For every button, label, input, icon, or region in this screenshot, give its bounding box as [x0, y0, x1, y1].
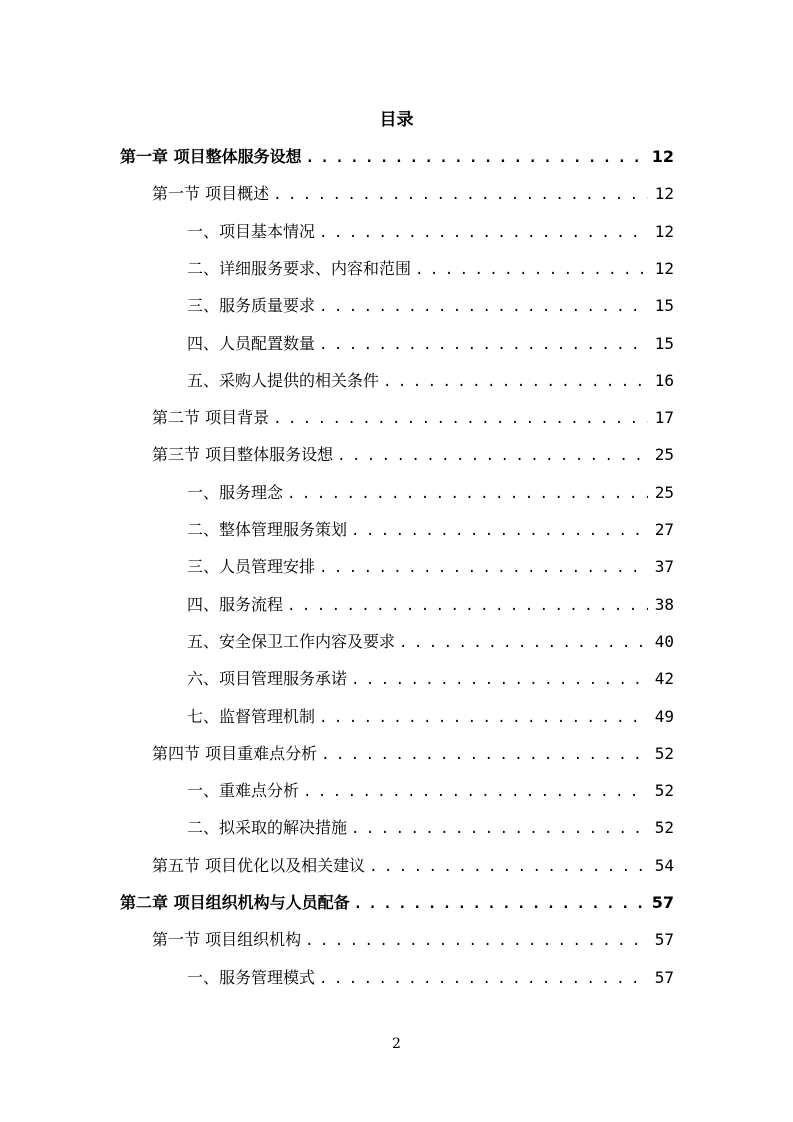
page-number: 2 — [392, 1036, 401, 1052]
toc-entry-label: 四、人员配置数量 — [187, 333, 316, 353]
toc-leader-dots — [319, 703, 648, 733]
toc-entry-label: 二、详细服务要求、内容和范围 — [187, 258, 412, 278]
toc-entry-label: 第二节 项目背景 — [152, 408, 270, 428]
toc-entry-page: 57 — [654, 967, 674, 987]
toc-leader-dots — [319, 292, 648, 322]
toc-leader-dots — [306, 143, 648, 173]
toc-entry-page: 25 — [654, 445, 674, 465]
toc-entry[interactable] — [187, 963, 674, 993]
toc-entry[interactable] — [187, 478, 674, 508]
toc-entry[interactable] — [152, 403, 674, 433]
toc-entry[interactable] — [152, 440, 674, 470]
toc-entry-page: 17 — [654, 408, 674, 428]
toc-entry[interactable] — [187, 702, 674, 732]
toc-leader-dots — [321, 740, 648, 770]
toc-entry-label: 二、拟采取的解决措施 — [187, 818, 348, 838]
toc-entry[interactable] — [187, 627, 674, 657]
toc-entry-label: 二、整体管理服务策划 — [187, 520, 348, 539]
toc-entry-label: 四、服务流程 — [187, 594, 284, 614]
toc-entry-page: 40 — [654, 631, 674, 651]
toc-entry-page: 16 — [654, 370, 674, 390]
toc-entry[interactable] — [187, 813, 674, 843]
toc-leader-dots — [319, 330, 648, 360]
toc-leader-dots — [273, 180, 648, 210]
toc-entry-page: 42 — [654, 669, 674, 689]
toc-entry-label: 一、服务管理模式 — [187, 967, 316, 987]
toc-entry-page: 54 — [654, 855, 674, 875]
toc-entry[interactable] — [187, 776, 674, 806]
toc-entry-page: 57 — [654, 930, 674, 950]
toc-leader-dots — [305, 926, 648, 956]
toc-entry-label: 六、项目管理服务承诺 — [187, 669, 348, 689]
toc-entry-label: 三、服务质量要求 — [187, 296, 316, 316]
toc-entry[interactable] — [187, 254, 674, 284]
toc-leader-dots — [337, 441, 648, 471]
toc-entry[interactable] — [152, 739, 674, 769]
toc-leader-dots — [399, 628, 648, 658]
toc-leader-dots — [273, 404, 648, 434]
toc-leader-dots — [383, 367, 648, 397]
toc-entry-page: 52 — [654, 781, 674, 801]
toc-entry-page: 27 — [654, 520, 674, 539]
toc-entry-label: 一、项目基本情况 — [187, 221, 316, 241]
toc-entry-page: 37 — [654, 557, 674, 577]
toc-entry-label: 第一节 项目组织机构 — [152, 930, 302, 950]
toc-entry-page: 15 — [654, 333, 674, 353]
toc-entry-page: 12 — [654, 221, 674, 241]
toc-entry-page: 25 — [654, 482, 674, 502]
toc-entry-page: 12 — [654, 184, 674, 204]
toc-entry[interactable] — [152, 925, 674, 955]
toc-leader-dots — [351, 665, 648, 695]
toc-entry-label: 五、采购人提供的相关条件 — [187, 370, 380, 390]
toc-entry[interactable] — [187, 515, 674, 545]
toc-entry-label: 一、服务理念 — [187, 482, 284, 502]
toc-entry[interactable] — [152, 179, 674, 209]
toc-entry-page: 49 — [654, 706, 674, 726]
toc-entry-label: 第一章 项目整体服务设想 — [120, 147, 302, 166]
toc-entry-label: 第三节 项目整体服务设想 — [152, 445, 334, 465]
toc-entry-label: 一、重难点分析 — [187, 781, 300, 801]
toc-leader-dots — [351, 814, 648, 844]
toc-leader-dots — [303, 777, 648, 807]
toc-entry[interactable] — [187, 552, 674, 582]
toc-entry-page: 57 — [651, 893, 674, 912]
toc-entry-page: 15 — [654, 296, 674, 316]
toc-entry[interactable] — [187, 366, 674, 396]
toc-entry-label: 七、监督管理机制 — [187, 706, 316, 726]
toc-entry-label: 第五节 项目优化以及相关建议 — [152, 855, 366, 875]
toc-entry-page: 12 — [651, 147, 674, 166]
toc-entry[interactable] — [187, 217, 674, 247]
toc-entry[interactable] — [187, 664, 674, 694]
toc-entry[interactable] — [120, 142, 674, 172]
toc-entry[interactable] — [152, 851, 674, 881]
toc-entry-label: 第二章 项目组织机构与人员配备 — [120, 893, 350, 912]
toc-entry[interactable] — [187, 329, 674, 359]
toc-title: 目录 — [379, 110, 414, 130]
toc-entry-page: 38 — [654, 594, 674, 614]
toc-leader-dots — [319, 218, 648, 248]
toc-leader-dots — [415, 255, 648, 285]
toc-entry-page: 52 — [654, 743, 674, 763]
toc-entry-label: 五、安全保卫工作内容及要求 — [187, 631, 396, 651]
toc-leader-dots — [351, 516, 648, 546]
toc-entry[interactable] — [187, 291, 674, 321]
toc-leader-dots — [319, 553, 648, 583]
toc-entry[interactable] — [120, 888, 674, 918]
toc-entry-label: 三、人员管理安排 — [187, 557, 316, 577]
toc-leader-dots — [287, 479, 648, 509]
toc-entry[interactable] — [187, 590, 674, 620]
toc-leader-dots — [319, 964, 648, 994]
toc-leader-dots — [354, 889, 648, 919]
toc-entry-page: 12 — [654, 258, 674, 278]
toc-entry-page: 52 — [654, 818, 674, 838]
toc-entry-label: 第一节 项目概述 — [152, 184, 270, 204]
toc-leader-dots — [369, 852, 648, 882]
toc-entry-label: 第四节 项目重难点分析 — [152, 743, 318, 763]
toc-leader-dots — [287, 591, 648, 621]
